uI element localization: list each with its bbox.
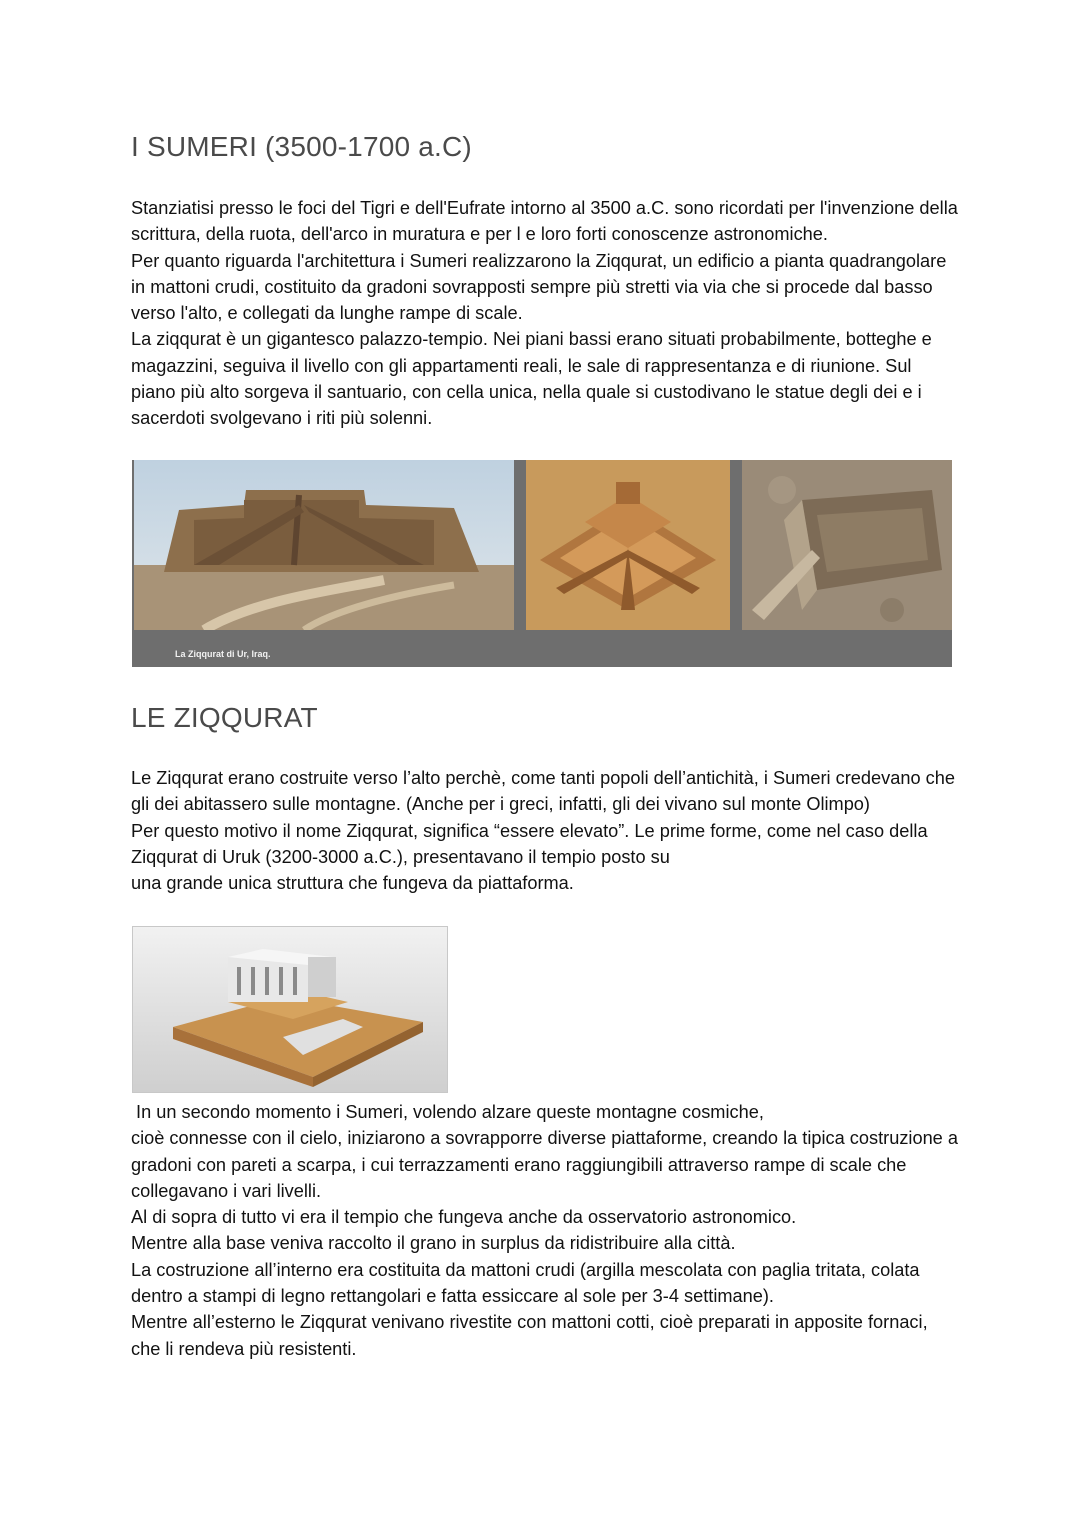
ziqqurat-text-block (131, 765, 961, 896)
paragraph: Al di sopra di tutto vi era il tempio che fungeva anche da osservatorio astronomico. (131, 1207, 797, 1228)
paragraph: La costruzione all’interno era costituita da mattoni crudi (argilla mescolata con paglia tritata, colata dentro a stampi di legno rettangolari e fatta essiccare al sole per 3-4 settimane). (131, 1259, 920, 1307)
ziqqurat-text-block-2 (131, 1099, 961, 1362)
paragraph: cioè connesse con il cielo, iniziarono a sovrapporre diverse piattaforme, creando la tipica costruzione a gradoni con pareti a scarpa, i cui terrazzamenti erano raggiungibili attraverso rampe di scale che collegavano i vari livelli. (131, 1128, 958, 1201)
paragraph: Mentre all’esterno le Ziqqurat venivano rivestite con mattoni cotti, cioè preparati in apposite fornaci, che li rendeva più resistenti. (131, 1312, 928, 1359)
ziqqurat-ur-photo (134, 460, 514, 630)
paragraph: Stanziatisi presso le foci del Tigri e dell'Eufrate intorno al 3500 a.C. sono ricordati per l'invenzione della scrittura, della ruota, dell'arco in muratura e per l e loro forti conoscenze astronomiche. (131, 198, 958, 245)
ziqqurat-model-photo (526, 460, 730, 630)
ziqqurat-uruk-image (132, 926, 448, 1093)
section-title-sumeri: I SUMERI (3500-1700 a.C) (131, 131, 472, 162)
paragraph: una grande unica struttura che fungeva da piattaforma. (131, 873, 574, 894)
paragraph: La ziqqurat è un gigantesco palazzo-tempio. Nei piani bassi erano situati probabilmente, botteghe e magazzini, seguiva il livello con gli appartamenti reali, le sale di rappresentanza e di riunione. Sul piano più alto sorgeva il santuario, con cella unica, nella quale si custodivano le statue degli dei e i sacerdoti svolgevano i riti più solenni. (131, 329, 932, 429)
section-title-ziqqurat: LE ZIQQURAT (131, 702, 318, 733)
ziqqurat-ur-image-strip (132, 460, 952, 667)
ziqqurat-aerial-photo (742, 460, 952, 630)
paragraph: Le Ziqqurat erano costruite verso l’alto perchè, come tanti popoli dell’antichità, i Sumeri credevano che gli dei abitassero sulle montagne. (Anche per i greci, infatti, gli dei vivano sul monte Olimpo) (131, 768, 955, 815)
ziqqurat-uruk-render (133, 927, 447, 1092)
image-caption: La Ziqqurat di Ur, Iraq. (175, 649, 271, 659)
paragraph: Per questo motivo il nome Ziqqurat, significa “essere elevato”. Le prime forme, come nel caso della Ziqqurat di Uruk (3200-3000 a.C.), presentavano il tempio posto su (131, 820, 928, 867)
paragraph: Per quanto riguarda l'architettura i Sumeri realizzarono la Ziqqurat, un edificio a pianta quadrangolare in mattoni crudi, costituito da gradoni sovrapposti sempre più stretti via via che si procede dal basso verso l'alto, e collegati da lunghe rampe di scale. (131, 250, 947, 324)
paragraph: In un secondo momento i Sumeri, volendo alzare queste montagne cosmiche, (131, 1102, 764, 1122)
paragraph: Mentre alla base veniva raccolto il grano in surplus da ridistribuire alla città. (131, 1233, 736, 1254)
intro-text-block (131, 195, 961, 432)
